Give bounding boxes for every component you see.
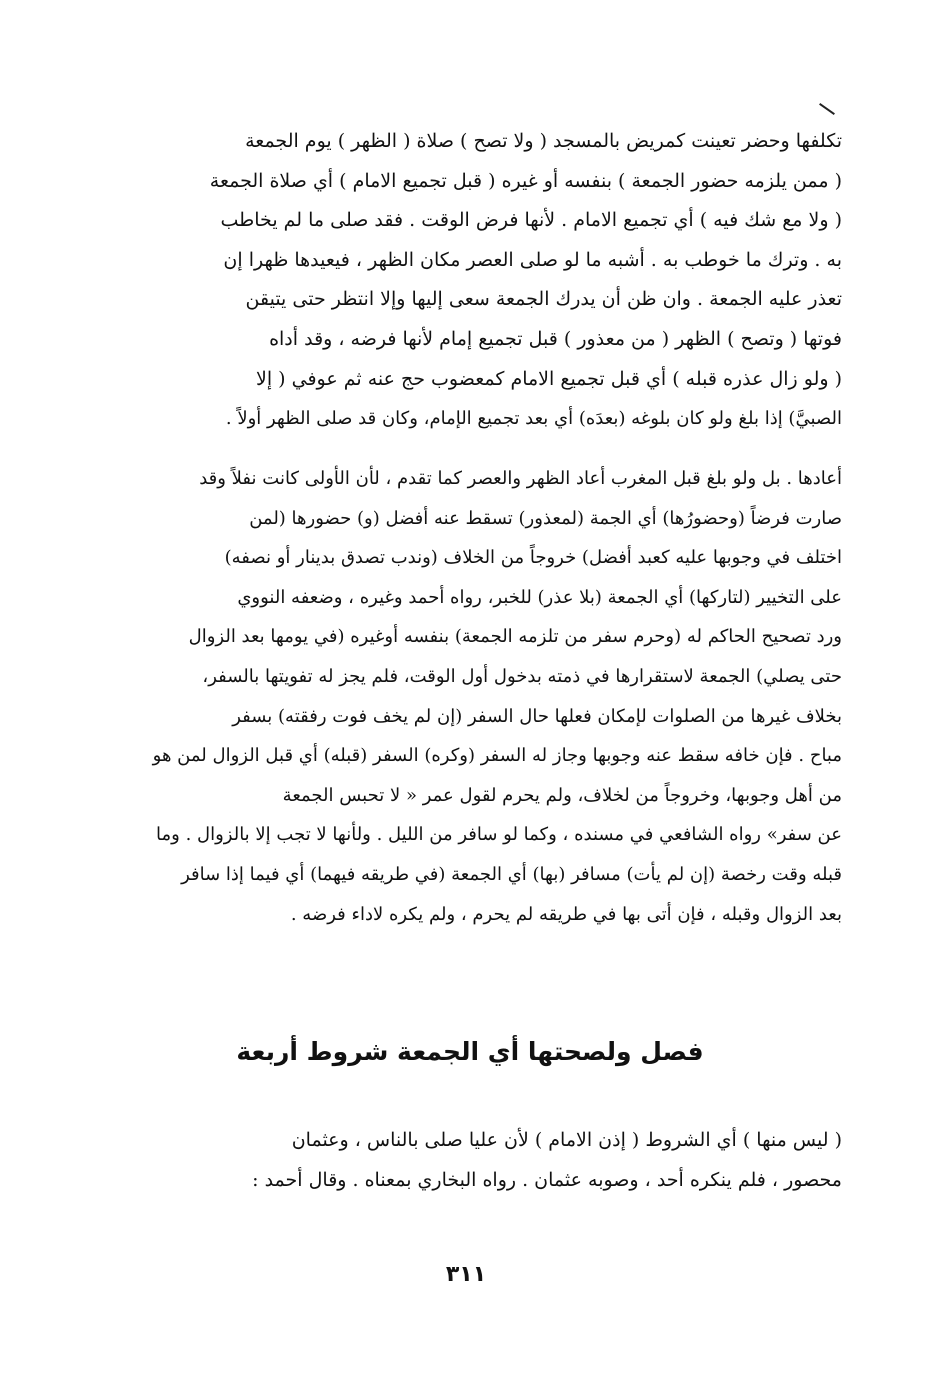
commentary-line: من أهل وجوبها، وخروجاً من لخلاف، ولم يحرم لقول عمر « لا تحبس الجمعة xyxy=(282,784,842,806)
commentary-line: حتى يصلي) الجمعة لاستقرارها في ذمته بدخول أول الوقت، فلم يجز له تفويتها بالسفر، xyxy=(202,665,842,687)
commentary-text-block xyxy=(98,459,842,934)
main-text-line: تكلفها وحضر تعينت كمريض بالمسجد ( ولا تصح ) صلاة ( الظهر ) يوم الجمعة xyxy=(245,130,842,152)
main-text-line: تعذر عليه الجمعة . وان ظن أن يدرك الجمعة سعى إليها وإلا انتظر حتى يتيقن xyxy=(245,288,842,311)
section-heading: فصل ولصحتها أي الجمعة شروط أربعة xyxy=(236,1037,704,1066)
section-text-line: محصور ، فلم ينكره أحد ، وصوبه عثمان . رواه البخاري بمعناه . وقال أحمد : xyxy=(252,1168,842,1191)
commentary-line: صارت فرضاً (وحضورُها) أي الجمة (لمعذور) تسقط عنه أفضل (و) حضورها (لمن xyxy=(249,507,842,529)
main-text-line: به . وترك ما خوطب به . أشبه ما لو صلى العصر مكان الظهر ، فيعيدها ظهرا إن xyxy=(223,248,842,271)
commentary-line: اختلف في وجوبها عليه كعبد أفضل) خروجاً من الخلاف (وندب تصدق بدينار أو نصفه) xyxy=(224,547,842,569)
commentary-line: على التخيير (لتاركها) أي الجمعة (بلا عذر) للخبر، رواه أحمد وغيره ، وضعفه النووي xyxy=(237,586,842,608)
commentary-line: أعادها . بل ولو بلغ قبل المغرب أعاد الظهر والعصر كما تقدم ، لأن الأولى كانت نفلاً وقد xyxy=(199,468,842,489)
main-text-line: فوتها ( وتصح ) الظهر ( من معذور ) قبل تجميع إمام لأنها فرضه ، وقد أداه xyxy=(269,327,842,350)
page-number: ٣١١ xyxy=(445,1262,487,1287)
commentary-line: ورد تصحيح الحاكم له (وحرم سفر من تلزمه الجمعة) بنفسه أوغيره (في يومها بعد الزوال xyxy=(188,626,842,648)
commentary-line: بعد الزوال وقبله ، فإن أتى بها في طريقه لم يحرم ، ولم يكره لاداء فرضه . xyxy=(290,903,842,925)
main-text-block xyxy=(98,122,842,439)
margin-mark xyxy=(819,103,835,115)
section-text-block xyxy=(98,1121,842,1200)
main-text-line: ( ولو زال عذره قبله ) أي قبل تجميع الامام كمعضوب حج عنه ثم عوفي ( إلا xyxy=(256,367,842,390)
section-text-line: ( ليس منها ) أي الشروط ( إذن الامام ) لأن عليا صلى بالناس ، وعثمان xyxy=(291,1129,842,1151)
commentary-line: عن سفر» رواه الشافعي في مسنده ، وكما لو سافر من الليل . ولأنها لا تجب إلا بالزوال . وما xyxy=(156,824,842,846)
main-text-line: ( ممن يلزمه حضور الجمعة ) بنفسه أو غيره ( قبل تجميع الامام ) أي صلاة الجمعة xyxy=(209,169,842,192)
main-text-line: ( ولا مع شك فيه ) أي تجميع الامام . لأنها فرض الوقت . فقد صلى ما لم يخاطب xyxy=(220,209,842,232)
main-text-line: الصبيَّ) إذا بلغ ولو كان بلوغه (بعدَه) أي بعد تجميع الإمام، وكان قد صلى الظهر أولاً . xyxy=(225,408,842,430)
commentary-line: بخلاف غيرها من الصلوات لإمكان فعلها حال السفر (إن لم يخف فوت رفقته) بسفر xyxy=(232,705,842,727)
commentary-line: مباح . فإن خافه سقط عنه وجوبها وجاز له السفر (وكره) السفر (قبله) أي قبل الزوال لمن هو xyxy=(152,745,842,767)
commentary-line: قبله وقت رخصة (إن لم يأت) مسافر (بها) أي الجمعة (في طريقه فيهما) أي فيما إذا سافر xyxy=(181,863,842,885)
